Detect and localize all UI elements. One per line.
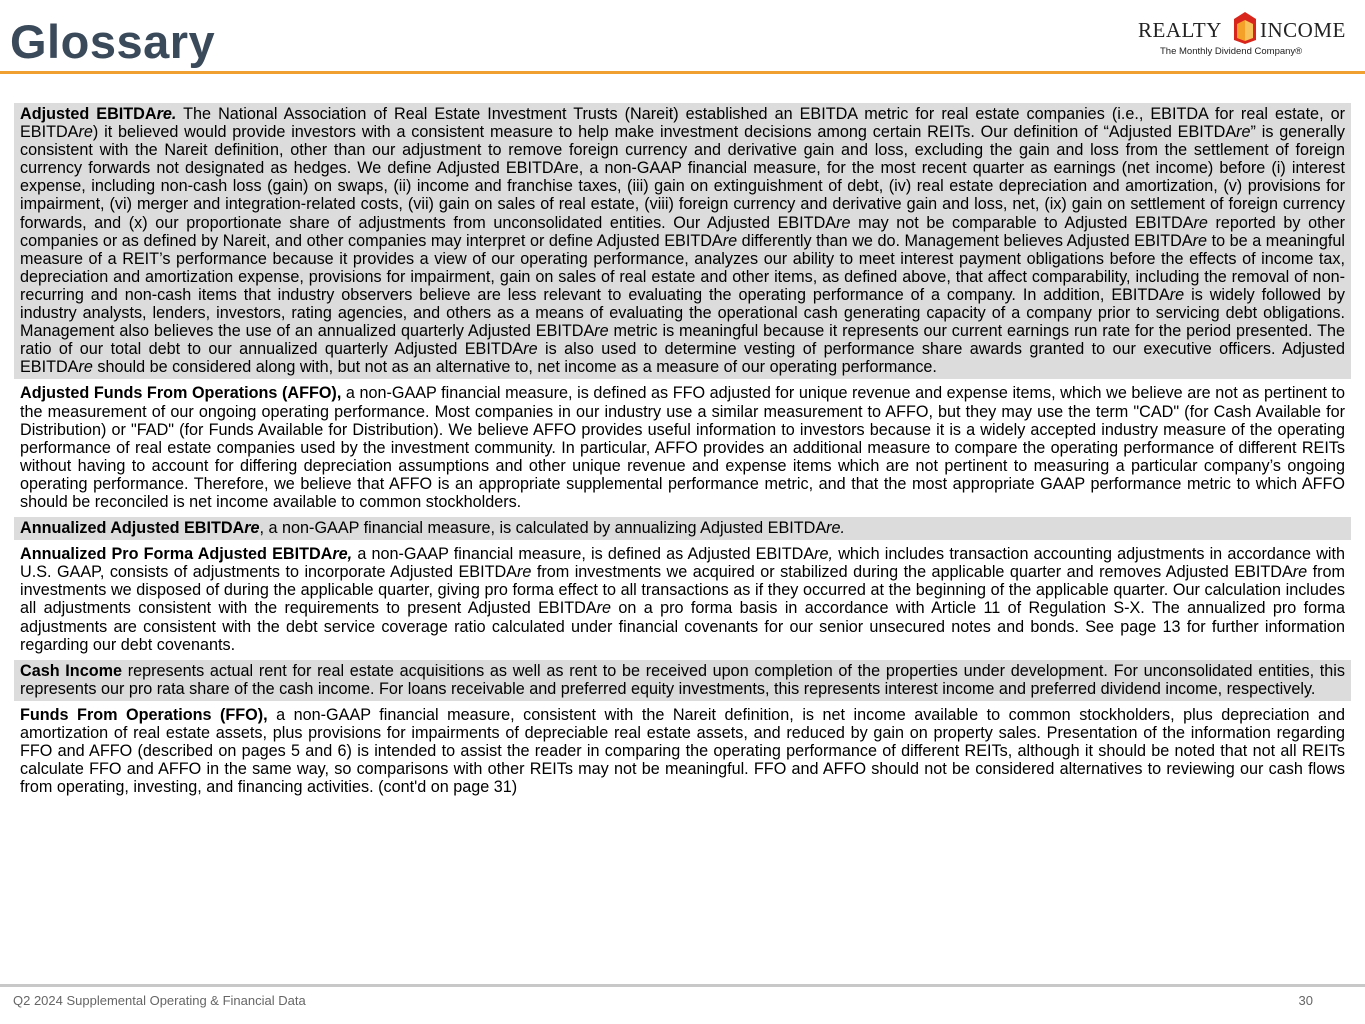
footer-document-title: Q2 2024 Supplemental Operating & Financial Data bbox=[13, 993, 306, 1008]
glossary-text: re bbox=[1192, 231, 1208, 250]
glossary-text: a non-GAAP financial measure, is defined as FFO adjusted for unique revenue and expense items, which we believe are not as pertinent to the measurement of our ongoing operating performance. Most companies in our industry use a similar measurement to AFFO, but they may use the term "CAD" (for Cash Available for Distribution) or "FAD" (for Funds Available for Distribution). We believe AFFO provides useful information to investors because it is a widely accepted industry measure of the operating performance of real estate companies used by the investment community. In particular, AFFO provides an additional measure to compare the operating performance of different REITs without having to account for differing depreciation assumptions and other unique revenue and expense items which are not pertinent to measuring a particular company’s ongoing operating performance. Therefore, we believe that AFFO is an appropriate supplemental performance metric, and that the most appropriate GAAP performance metric to which AFFO should be reconciled is net income available to common stockholders. bbox=[20, 384, 1346, 511]
glossary-text: may not be comparable to Adjusted EBITDA bbox=[850, 213, 1194, 232]
header-divider bbox=[0, 71, 1365, 74]
glossary-text: reported by other companies or as defined by Nareit, and other companies may interpret or define Adjusted EBITDA bbox=[20, 213, 1346, 250]
glossary-text: on a pro forma basis in accordance with Article 11 of Regulation S-X. The annualized pro forma adjustments are consistent with the debt service coverage ratio calculated under financial covenants for our senior unsecured notes and bonds. See page 13 for further information regarding our debt covenants. bbox=[20, 599, 1345, 654]
glossary-entry bbox=[14, 543, 1351, 657]
glossary-entry bbox=[14, 103, 1351, 379]
glossary-text: is also used to determine vesting of performance share awards granted to our executive officers. Adjusted EBITDA bbox=[20, 340, 1345, 377]
glossary-term: Funds From Operations (FFO), bbox=[20, 705, 268, 724]
glossary-entry bbox=[14, 704, 1351, 799]
glossary-text: differently than we do. Management believes Adjusted EBITDA bbox=[737, 231, 1193, 250]
glossary-list bbox=[14, 103, 1351, 802]
logo-word-right: INCOME bbox=[1260, 18, 1346, 42]
glossary-text: should be considered along with, but not as an alternative to, net income as a measure of our operating performance. bbox=[92, 358, 937, 377]
company-logo bbox=[1138, 12, 1346, 62]
footer-page-number: 30 bbox=[1298, 993, 1313, 1008]
glossary-text: is widely followed by industry analysts, lenders, investors, rating agencies, and others as a means of evaluating the operational cash generating capacity of a company prior to servicing debt obligations. Management also believes the use of an annualized quarterly Adjusted EBITDA bbox=[20, 285, 1345, 341]
glossary-text: , a non-GAAP financial measure, is calculated by annualizing Adjusted EBITDA bbox=[259, 519, 827, 538]
glossary-text: ” is generally consistent with the Nareit definition, other than our adjustment to remove foreign currency and derivative gain and loss, excluding the gain and loss from the settlement of foreign currency forwards not designated as hedges. We define Adjusted EBITDAre, a non-GAAP financial measure, for the most recent quarter as earnings (net income) before (i) interest expense, including non-cash loss (gain) on swaps, (ii) income and franchise taxes, (iii) gain on extinguishment of debt, (iv) real estate depreciation and amortization, (v) provisions for impairment, (vi) merger and integration-related costs, (vii) gain on sales of real estate, (viii) foreign currency and derivative gain and loss, net, (ix) gain on settlement of foreign currency forwards, and (x) our proportionate share of adjustments from unconsolidated entities. Our Adjusted EBITDA bbox=[20, 123, 1345, 232]
logo-tagline: The Monthly Dividend Company® bbox=[1160, 46, 1303, 57]
glossary-entry bbox=[14, 382, 1351, 514]
glossary-text: a non-GAAP financial measure, is defined as Adjusted EBITDA bbox=[352, 545, 815, 564]
glossary-text: to be a meaningful measure of a REIT’s performance because it provides a view of our operating performance, analyzes our ability to meet interest payment obligations before the effects of income tax, depreciation and amortization expense, provisions for impairment, gain on sales of real estate and other items, as defined above, that affect comparability, including the removal of non-recurring and non-cash items that industry observers believe are less relevant to evaluating the operating performance of a company. In addition, EBITDA bbox=[20, 231, 1345, 304]
glossary-text: re bbox=[1236, 123, 1251, 142]
glossary-text: re bbox=[836, 213, 851, 232]
logo-house-icon bbox=[1234, 12, 1256, 44]
footer-divider bbox=[0, 984, 1365, 987]
glossary-text: re bbox=[516, 563, 532, 582]
page-title: Glossary bbox=[10, 15, 216, 68]
glossary-text: re. bbox=[826, 519, 846, 538]
glossary-text: represents actual rent for real estate acquisitions as well as rent to be received upon completion of the properties under development. For unconsolidated entities, this represents our pro rata share of the cash income. For loans receivable and preferred equity investments, this represents interest income and preferred dividend income, respectively. bbox=[20, 661, 1345, 698]
glossary-text: re bbox=[594, 322, 609, 341]
glossary-text: re bbox=[1193, 213, 1208, 232]
glossary-text: which includes transaction accounting adjustments in accordance with U.S. GAAP, consists of adjustments to incorporate Adjusted EBITDA bbox=[20, 545, 1345, 582]
glossary-text: metric is meaningful because it represents our current earnings run rate for the period presented. The ratio of our total debt to our annualized quarterly Adjusted EBITDA bbox=[20, 322, 1345, 359]
glossary-text: re bbox=[523, 340, 538, 359]
glossary-term: re, bbox=[332, 545, 353, 564]
glossary-term: Annualized Adjusted EBITDA bbox=[20, 519, 245, 538]
glossary-text: ) it believed would provide investors with a consistent measure to help make investment decisions among certain REITs. Our definition of “Adjusted EBITDA bbox=[92, 123, 1237, 142]
glossary-text: re bbox=[596, 599, 611, 618]
glossary-text: re bbox=[78, 123, 93, 142]
glossary-term: Cash Income bbox=[20, 661, 122, 680]
glossary-text: re bbox=[78, 358, 93, 377]
glossary-term: Adjusted Funds From Operations (AFFO), bbox=[20, 384, 342, 403]
glossary-text: re bbox=[1169, 285, 1185, 304]
glossary-entry bbox=[14, 660, 1351, 701]
glossary-term: Annualized Pro Forma Adjusted EBITDA bbox=[20, 545, 333, 564]
glossary-text: a non-GAAP financial measure, consistent with the Nareit definition, is net income available to common stockholders, plus depreciation and amortization of real estate assets, plus provisions for impairments of depreciable real estate assets, and reduced by gain on property sales. Presentation of the information regarding FFO and AFFO (described on pages 5 and 6) is intended to assist the reader in comparing the operating performance of different REITs, although it should be noted that not all REITs calculate FFO and AFFO in the same way, so comparisons with other REITs may not be meaningful. FFO and AFFO should not be considered alternatives to reviewing our cash flows from operating, investing, and financing activities. (cont'd on page 31) bbox=[20, 705, 1345, 797]
glossary-term: re. bbox=[156, 105, 177, 123]
glossary-text: The National Association of Real Estate Investment Trusts (Nareit) established an EBITDA metric for real estate companies (i.e., EBITDA for real estate, or EBITDA bbox=[20, 105, 1346, 142]
glossary-text: re, bbox=[814, 545, 834, 564]
logo-word-left: REALTY bbox=[1138, 18, 1222, 42]
glossary-text: from investments we acquired or stabilized during the applicable quarter and removes Adjusted EBITDA bbox=[531, 563, 1293, 582]
glossary-text: re bbox=[722, 231, 738, 250]
glossary-term: re bbox=[244, 519, 260, 538]
glossary-text: from investments we disposed of during the applicable quarter, giving pro forma effect to all transactions as if they occurred at the beginning of the applicable quarter. Our calculation includes all adjustments consistent with the requirements to present Adjusted EBITDA bbox=[20, 563, 1346, 618]
glossary-text: re bbox=[1292, 563, 1308, 582]
glossary-entry bbox=[14, 517, 1351, 540]
glossary-term: Adjusted EBITDA bbox=[20, 105, 157, 123]
